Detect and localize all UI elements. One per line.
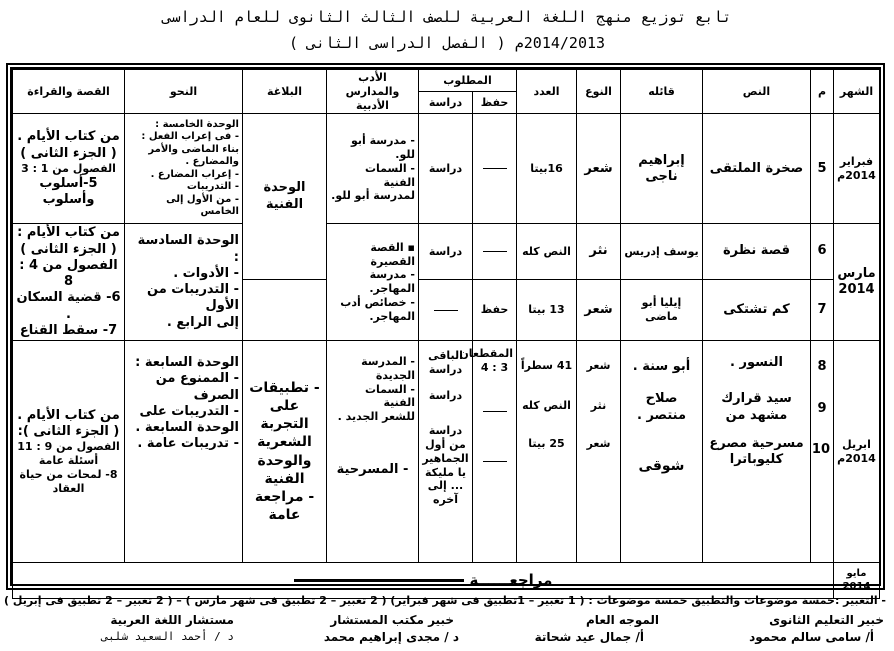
header-num: م bbox=[811, 70, 834, 114]
month-february: فبراير 2014م bbox=[834, 114, 880, 224]
text-count: النص كله bbox=[517, 224, 577, 280]
header-required: المطلوب bbox=[419, 70, 517, 92]
text-count: 13 بيتا bbox=[517, 279, 577, 340]
grammar-cell: الوحدة السابعة : - الممنوع من الصرف - التدريبات على الوحدة السابعة . - تدريبات عامة . bbox=[125, 341, 243, 563]
header-month: الشهر bbox=[834, 70, 880, 114]
header-count: العدد bbox=[517, 70, 577, 114]
curriculum-table bbox=[12, 69, 880, 599]
name-ahmed-elsaid: د / أحمد السعيد شلبى bbox=[101, 630, 234, 643]
review-label: مراجعــــــة bbox=[469, 571, 553, 590]
row-number: 7 bbox=[811, 279, 834, 340]
header-memorize: حفظ bbox=[473, 92, 517, 114]
text-title: صخرة الملتقى bbox=[703, 114, 811, 224]
role-office-expert: خبير مكتب المستشار bbox=[330, 613, 454, 627]
name-gamal-eid: أ/ جمال عيد شحاتة bbox=[534, 630, 644, 644]
header-author: قائله bbox=[621, 70, 703, 114]
rhetoric-cell: - تطبيقات على التجربة الشعرية والوحدة الفنية - مراجعة عامة bbox=[243, 341, 327, 563]
review-underline bbox=[294, 579, 464, 582]
text-author: إيليا أبو ماضى bbox=[621, 279, 703, 340]
header-literature: الأدب والمدارس الأدبية bbox=[327, 70, 419, 114]
text-author: إبراهيم ناجى bbox=[621, 114, 703, 224]
memorize-cell: حفظ bbox=[473, 279, 517, 340]
literature-cell: - المدرسة الجديدة - السمات الفنية للشعر الجديد . - المسرحية bbox=[327, 341, 419, 563]
role-advisor: مستشار اللغة العربية bbox=[110, 613, 234, 627]
role-general-inspector: الموجه العام bbox=[586, 613, 659, 627]
grammar-cell: الوحدة السادسة : - الأدوات . - التدريبات من الأول إلى الرابع . bbox=[125, 224, 243, 341]
table-row-march-6 bbox=[13, 224, 880, 280]
month-april: ابريل 2014م bbox=[834, 341, 880, 563]
header-text: النص bbox=[703, 70, 811, 114]
row-number: 5 bbox=[811, 114, 834, 224]
memorize-cell bbox=[473, 224, 517, 280]
role-secondary-expert: خبير التعليم الثانوى bbox=[769, 613, 884, 627]
header-study: دراسة bbox=[419, 92, 473, 114]
name-sami-salem: أ/ سامى سالم محمود bbox=[749, 630, 874, 644]
text-type: شعر bbox=[577, 279, 621, 340]
text-types: شعر نثر شعر bbox=[577, 341, 621, 563]
footer-note: - التعبير :خمسة موضوعات والتطبيق خمسة موضوعات : ( 1 تعبير – 1تطبيق فى شهر فبراير) ( 2 تعبير – 2 تطبيق فى شهر مارس ) – ( 2 تعبير – 2 تطبيق فى إبريل ) bbox=[4, 594, 886, 607]
row-numbers: 8 9 10 bbox=[811, 341, 834, 563]
memorize-cell bbox=[473, 114, 517, 224]
header-rhetoric: البلاغة bbox=[243, 70, 327, 114]
study-cell: دراسة bbox=[419, 114, 473, 224]
rhetoric-unit-cell: الوحدة الفنية bbox=[243, 114, 327, 280]
story-cell: من كتاب الأيام . ( الجزء الثانى ) الفصول من 1 : 3 5-أسلوب وأسلوب bbox=[13, 114, 125, 224]
study-cell: الباقى دراسة دراسة دراسة من أول الجماهير يا مليكة ... إلى آخره bbox=[419, 341, 473, 563]
header-story: القصة والقراءة bbox=[13, 70, 125, 114]
grammar-cell: الوحدة الخامسة : - فى إعراب الفعل : بناء الماضى والأمر والمضارع . - إعراب المضارع . - التدريبات - من الأول إلى الخامس bbox=[125, 114, 243, 224]
text-counts: 41 سطراً النص كله 25 بيتا bbox=[517, 341, 577, 563]
text-author: يوسف إدريس bbox=[621, 224, 703, 280]
literature-cell: - مدرسة أبو للو. - السمات الفنية لمدرسة أبو للو. bbox=[327, 114, 419, 224]
table-row-april bbox=[13, 341, 880, 563]
text-count: 16بيتا bbox=[517, 114, 577, 224]
name-magdy-ibrahim: د / مجدى إبراهيم محمد bbox=[323, 630, 459, 644]
document-subtitle: 2014/2013م ( الفصل الدراسى الثانى ) bbox=[288, 34, 606, 52]
text-authors: أبو سنة . صلاح منتصر . شوقى bbox=[621, 341, 703, 563]
text-title: كم تشتكى bbox=[703, 279, 811, 340]
month-march: مارس 2014 bbox=[834, 224, 880, 341]
header-type: النوع bbox=[577, 70, 621, 114]
month-may: مايو 2014 bbox=[834, 563, 880, 599]
text-type: نثر bbox=[577, 224, 621, 280]
story-cell: من كتاب الأيام : ( الجزء الثانى ) الفصول من 4 : 8 6- قضية السكان . 7- سقط القناع bbox=[13, 224, 125, 341]
table-row-february bbox=[13, 114, 880, 224]
text-type: شعر bbox=[577, 114, 621, 224]
story-cell: من كتاب الأيام . ( الجزء الثانى ): الفصول من 9 : 11 أسئلة عامة 8- لمحات من حياة العقاد bbox=[13, 341, 125, 563]
memorize-cell: المقطعان 3 : 4 bbox=[473, 341, 517, 563]
text-titles: النسور . سيد قرارك مشهد من مسرحية مصرع كليوباترا bbox=[703, 341, 811, 563]
literature-cell: ▪ القصة القصيرة - مدرسة المهاجر. - خصائص أدب المهاجر. bbox=[327, 224, 419, 341]
header-grammar: النحو bbox=[125, 70, 243, 114]
study-cell bbox=[419, 279, 473, 340]
study-cell: دراسة bbox=[419, 224, 473, 280]
document-title: تابع توزيع منهج اللغة العربية للصف الثالث الثانوى للعام الدراسى bbox=[162, 8, 732, 26]
footer bbox=[4, 594, 886, 607]
text-title: قصة نظرة bbox=[703, 224, 811, 280]
row-number: 6 bbox=[811, 224, 834, 280]
